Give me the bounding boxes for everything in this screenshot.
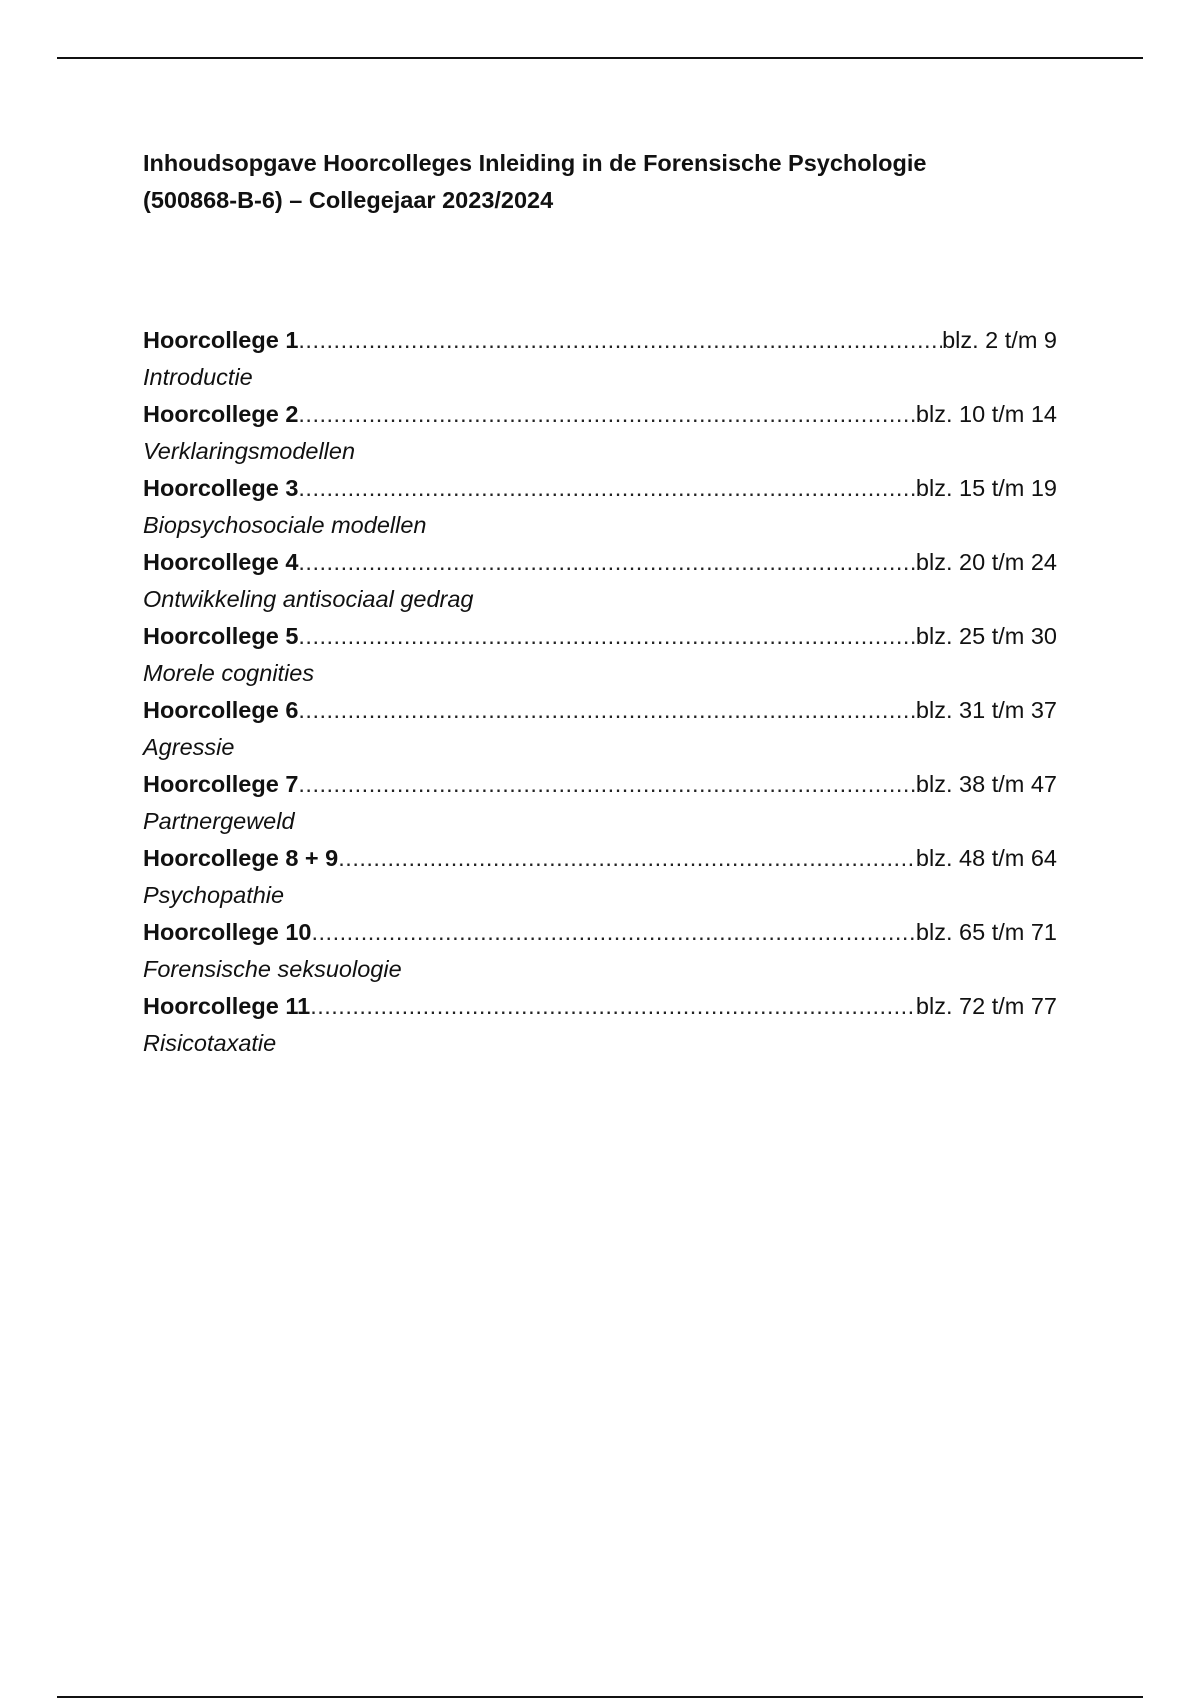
dot-leader bbox=[298, 396, 916, 433]
toc-entry-label: Hoorcollege 10 bbox=[143, 919, 312, 945]
toc-entry-5[interactable] bbox=[143, 618, 1057, 692]
toc-entry-label: Hoorcollege 4 bbox=[143, 549, 299, 575]
header-rule bbox=[57, 57, 1143, 59]
dot-leader bbox=[298, 766, 916, 803]
table-of-contents bbox=[143, 322, 1063, 1062]
toc-entry-4[interactable] bbox=[143, 544, 1057, 618]
toc-entry-6[interactable] bbox=[143, 692, 1057, 766]
toc-entry-pages: blz. 2 t/m 9 bbox=[942, 327, 1057, 353]
toc-entry-pages: blz. 25 t/m 30 bbox=[915, 623, 1057, 649]
toc-entry-pages: blz. 72 t/m 77 bbox=[915, 993, 1057, 1019]
dot-leader bbox=[298, 544, 916, 581]
toc-entry-label: Hoorcollege 1 bbox=[143, 327, 299, 353]
toc-entry-subtitle: Partnergeweld bbox=[143, 808, 295, 834]
dot-leader bbox=[338, 840, 916, 877]
toc-entry-subtitle: Verklaringsmodellen bbox=[143, 438, 356, 464]
dot-leader bbox=[311, 914, 915, 951]
toc-entry-2[interactable] bbox=[143, 396, 1057, 470]
toc-entry-label: Hoorcollege 8 + 9 bbox=[143, 845, 339, 871]
toc-entry-pages: blz. 20 t/m 24 bbox=[915, 549, 1057, 575]
toc-entry-label: Hoorcollege 2 bbox=[143, 401, 299, 427]
toc-entry-label: Hoorcollege 3 bbox=[143, 475, 299, 501]
toc-entry-label: Hoorcollege 11 bbox=[143, 993, 311, 1019]
toc-entry-9[interactable] bbox=[143, 914, 1057, 988]
toc-entry-subtitle: Psychopathie bbox=[143, 882, 285, 908]
dot-leader bbox=[298, 470, 916, 507]
toc-entry-label: Hoorcollege 7 bbox=[143, 771, 299, 797]
toc-entry-pages: blz. 15 t/m 19 bbox=[915, 475, 1057, 501]
toc-entry-label: Hoorcollege 6 bbox=[143, 697, 299, 723]
page-content bbox=[143, 145, 1063, 1062]
dot-leader bbox=[298, 692, 916, 729]
toc-entry-pages: blz. 38 t/m 47 bbox=[915, 771, 1057, 797]
document-title bbox=[143, 145, 1063, 219]
dot-leader bbox=[298, 618, 916, 655]
document-title-line-2: (500868-B-6) – Collegejaar 2023/2024 bbox=[143, 187, 554, 213]
toc-entry-subtitle: Biopsychosociale modellen bbox=[143, 512, 427, 538]
toc-entry-10[interactable] bbox=[143, 988, 1057, 1062]
dot-leader bbox=[310, 988, 916, 1025]
toc-entry-subtitle: Agressie bbox=[143, 734, 235, 760]
toc-entry-pages: blz. 48 t/m 64 bbox=[915, 845, 1057, 871]
toc-entry-subtitle: Morele cognities bbox=[143, 660, 315, 686]
toc-entry-pages: blz. 10 t/m 14 bbox=[915, 401, 1057, 427]
dot-leader bbox=[298, 322, 942, 359]
toc-entry-subtitle: Risicotaxatie bbox=[143, 1030, 277, 1056]
toc-entry-3[interactable] bbox=[143, 470, 1057, 544]
toc-entry-label: Hoorcollege 5 bbox=[143, 623, 299, 649]
toc-entry-pages: blz. 65 t/m 71 bbox=[915, 919, 1057, 945]
toc-entry-8[interactable] bbox=[143, 840, 1057, 914]
document-title-line-1: Inhoudsopgave Hoorcolleges Inleiding in de Forensische Psychologie bbox=[143, 150, 927, 176]
toc-entry-1[interactable] bbox=[143, 322, 1057, 396]
toc-entry-subtitle: Introductie bbox=[143, 364, 253, 390]
toc-entry-7[interactable] bbox=[143, 766, 1057, 840]
toc-entry-pages: blz. 31 t/m 37 bbox=[915, 697, 1057, 723]
toc-entry-subtitle: Forensische seksuologie bbox=[143, 956, 402, 982]
footer-rule bbox=[57, 1696, 1143, 1698]
toc-entry-subtitle: Ontwikkeling antisociaal gedrag bbox=[143, 586, 474, 612]
